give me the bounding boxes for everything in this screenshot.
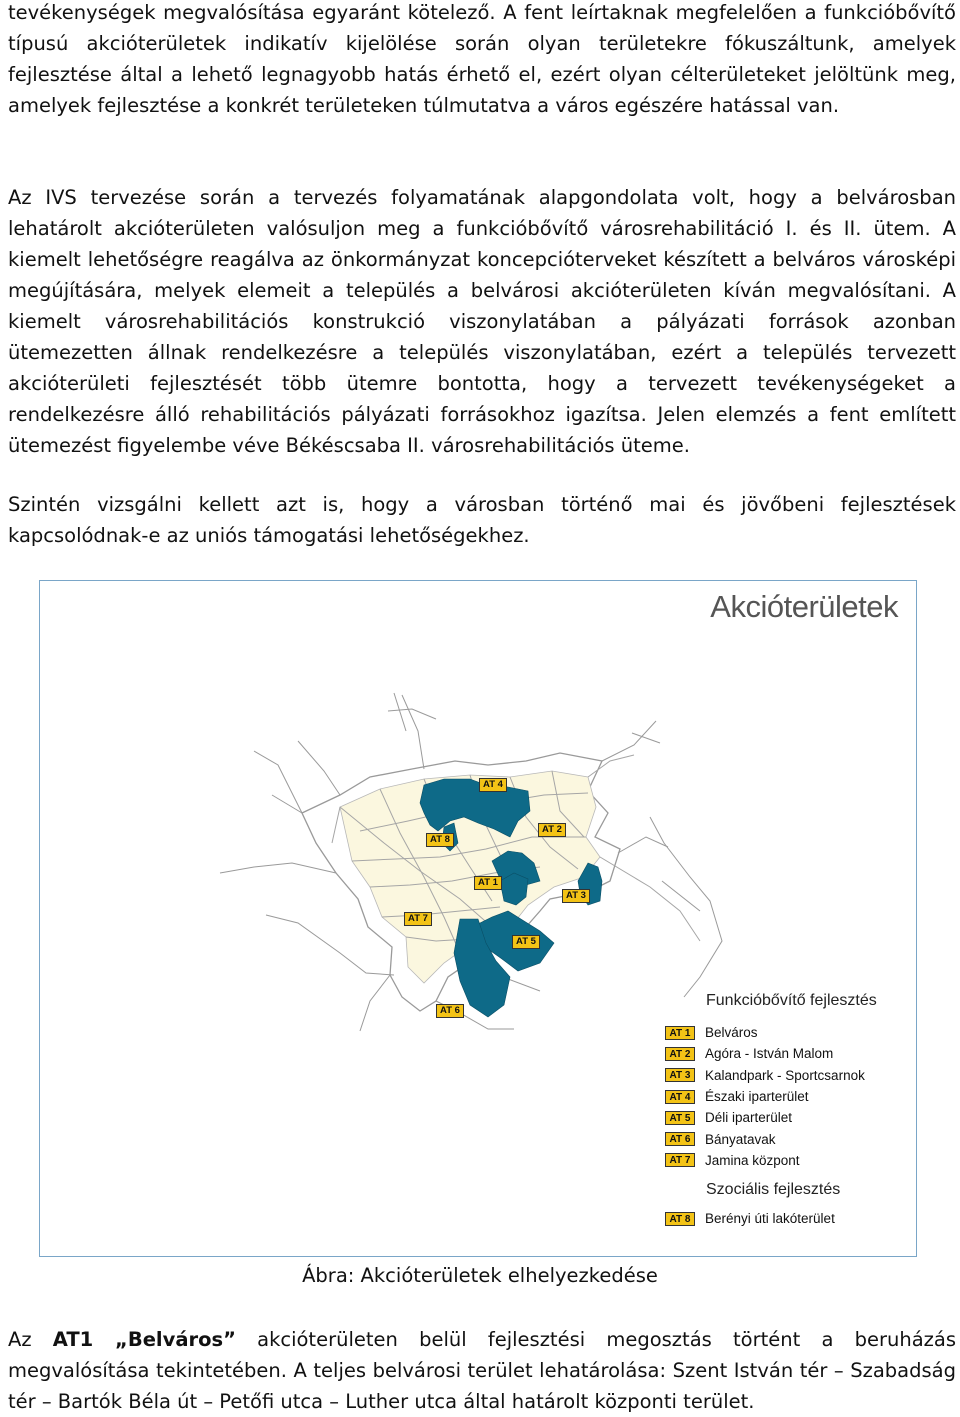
legend-label: Jamina központ (705, 1152, 800, 1168)
legend-label: Berényi úti lakóterület (705, 1211, 835, 1227)
map-title: Akcióterületek (710, 589, 898, 624)
map-label-at6: AT 6 (436, 1004, 464, 1018)
map-label-at2: AT 2 (538, 823, 566, 837)
action-areas-map (39, 580, 917, 1257)
legend-label: Bányatavak (705, 1131, 776, 1147)
legend-label: Belváros (705, 1025, 758, 1041)
legend-badge: AT 1 (665, 1026, 695, 1040)
legend-badge: AT 2 (665, 1047, 695, 1061)
legend-badge: AT 3 (665, 1068, 695, 1082)
legend-item (665, 1107, 915, 1128)
legend-badge: AT 7 (665, 1153, 695, 1167)
legend-item (665, 1043, 915, 1064)
legend-badge: AT 4 (665, 1090, 695, 1104)
legend-item (665, 1022, 915, 1043)
legend-social-list (665, 1208, 915, 1229)
legend-badge: AT 5 (665, 1111, 695, 1125)
legend-badge: AT 8 (665, 1212, 695, 1226)
legend-label: Agóra - István Malom (705, 1046, 834, 1062)
legend-item (665, 1150, 915, 1171)
legend-item (665, 1208, 915, 1229)
legend-functional-list (665, 1022, 915, 1171)
map-label-at3: AT 3 (562, 889, 590, 903)
paragraph-at1 (8, 1324, 956, 1417)
paragraph-eu-support: Szintén vizsgálni kellett azt is, hogy a városban történő mai és jövőbeni fejlesztések kapcsolódnak-e az uniós támogatási lehetőségekhez. (8, 493, 956, 547)
p4-bold-at1: AT1 „Belváros” (52, 1328, 236, 1351)
p4-rest: akcióterületen belül fejlesztési megosztás történt a beruházás megvalósítása tekintetében. A teljes belvárosi terület lehatárolása: Szent István tér – Szabadság tér – Bartók Béla út – Petőfi utca – Luther utca által határolt központi terület. (8, 1328, 956, 1413)
p4-prefix: Az (8, 1328, 53, 1351)
legend-heading-functional: Funkcióbővítő fejlesztés (706, 992, 877, 1009)
figure-caption: Ábra: Akcióterületek elhelyezkedése (302, 1264, 658, 1287)
legend-label: Kalandpark - Sportcsarnok (705, 1067, 865, 1083)
legend-item (665, 1128, 915, 1149)
legend-item (665, 1065, 915, 1086)
paragraph-intro: tevékenységek megvalósítása egyaránt kötelező. A fent leírtaknak megfelelően a funkcióbővítő típusú akcióterületek indikatív kijelölése során olyan területekre fókuszáltunk, amelyek fejlesztése által a lehető legnagyobb hatás érhető el, ezért olyan célterületeket jelöltünk meg, amelyek fejlesztése a konkrét területeken túlmutatva a város egészére hatással van. (8, 1, 956, 117)
map-label-at4: AT 4 (479, 778, 507, 792)
legend-heading-social: Szociális fejlesztés (706, 1181, 841, 1198)
legend-badge: AT 6 (665, 1132, 695, 1146)
map-label-at7: AT 7 (404, 912, 432, 926)
legend-label: Déli iparterület (705, 1110, 793, 1126)
map-label-at5: AT 5 (512, 935, 540, 949)
map-label-at8: AT 8 (426, 833, 454, 847)
legend-label: Északi iparterület (705, 1089, 809, 1105)
legend-item (665, 1086, 915, 1107)
paragraph-ivs: Az IVS tervezése során a tervezés folyamatának alapgondolata volt, hogy a belvárosban lehatárolt akcióterületen valósuljon meg a funkcióbővítő városrehabilitáció I. és II. ütem. A kiemelt lehetőségre reagálva az önkormányzat koncepcióterveket készített a belváros városképi megújítására, melyek elemeit a település a belvárosi akcióterületen kíván megvalósítani. A kiemelt városrehabilitációs konstrukció viszonylatában a pályázati források azonban ütemezetten állnak rendelkezésre a település viszonylatában, ezért a település tervezett akcióterületi fejlesztését több ütemre bontotta, hogy a tervezett tevékenységeket a rendelkezésre álló rehabilitációs pályázati forrásokhoz igazítsa. Jelen elemzés a fent említett ütemezést figyelembe véve Békéscsaba II. városrehabilitációs üteme. (8, 186, 956, 457)
map-label-at1: AT 1 (474, 876, 502, 890)
